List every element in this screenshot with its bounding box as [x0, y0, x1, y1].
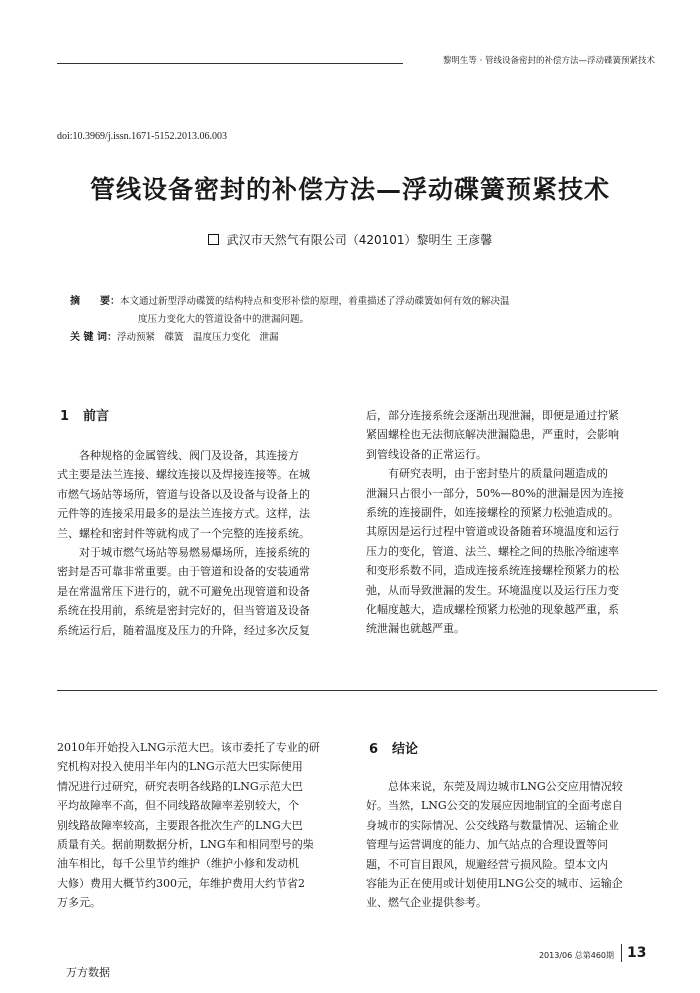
article-separator: [57, 690, 657, 691]
text-line: 平均故障率不高，但不同线路故障率差别较大，个: [57, 799, 299, 813]
text-line: 是在常温常压下进行的，就不可避免出现管道和设备: [57, 584, 310, 598]
text-line: 对于城市燃气场站等易燃易爆场所，连接系统的: [79, 546, 310, 560]
text-line: 式主要是法兰连接、螺纹连接以及焊接连接等。在城: [57, 468, 310, 482]
keywords: 浮动预紧 碟簧 温度压力变化 泄漏: [116, 332, 279, 343]
header-rule: [57, 63, 403, 64]
text-line: 兰、螺栓和密封件等就构成了一个完整的连接系统。: [57, 526, 310, 540]
text-line: 情况进行过研究，研究表明各线路的LNG示范大巴: [57, 779, 303, 793]
author-line: [0, 231, 700, 248]
text-line: 系统运行后，随着温度及压力的升降，经过多次反复: [57, 623, 310, 637]
watermark: 万方数据: [66, 966, 110, 979]
abstract-line-2: 度压力变化大的管道设备中的泄漏问题。: [138, 314, 310, 325]
text-line: 紧固螺栓也无法彻底解决泄漏隐患，严重时，会影响: [366, 428, 619, 442]
text-line: 2010年开始投入LNG示范大巴。该市委托了专业的研: [57, 741, 320, 754]
section-6-number: 6: [369, 742, 379, 757]
abstract-line-1: 本文通过新型浮动碟簧的结构特点和变形补偿的原理，着重描述了浮动碟簧如何有效的解决温: [120, 296, 510, 307]
text-line: 管理与运营调度的能力、加气站点的合理设置等问: [366, 838, 608, 852]
section-6-title: 结论: [392, 742, 419, 757]
text-line: 业、燃气企业提供参考。: [366, 896, 487, 910]
text-line: 各种规格的金属管线、阀门及设备，其连接方: [79, 449, 299, 462]
text-line: 系统的连接副件，如连接螺栓的预紧力松弛造成的。: [366, 506, 619, 520]
footer-divider: [621, 944, 622, 962]
text-line: 质量有关。据前期数据分析，LNG车和相同型号的柴: [57, 838, 314, 852]
text-line: 其原因是运行过程中管道或设备随着环境温度和运行: [366, 525, 619, 539]
text-line: 容能为正在使用或计划使用LNG公交的城市、运输企: [366, 877, 623, 891]
text-line: 市燃气场站等场所，管道与设备以及设备与设备上的: [57, 487, 310, 501]
abstract-label: 摘 要：: [70, 296, 120, 307]
section-1-heading: [60, 405, 109, 424]
text-line: 元件等的连接采用最多的是法兰连接方式。这样，法: [57, 507, 310, 521]
text-line: 万多元。: [57, 896, 101, 910]
section-1-left-column: [57, 446, 349, 640]
section-1-number: 1: [60, 409, 70, 424]
text-line: 后，部分连接系统会逐渐出现泄漏，即便是通过拧紧: [366, 409, 619, 422]
text-line: 弛，从而导致泄漏的发生。环境温度以及运行压力变: [366, 583, 619, 597]
text-line: 密封是否可靠非常重要。由于管道和设备的安装通常: [57, 565, 310, 579]
bottom-left-column: [57, 738, 349, 913]
text-line: 泄漏只占很小一部分，50%—80%的泄漏是因为连接: [366, 486, 624, 500]
text-line: 系统在投用前，系统是密封完好的，但当管道及设备: [57, 604, 310, 618]
issue-info: 2013/06 总第460期: [538, 951, 614, 960]
text-line: 身城市的实际情况、公交线路与数量情况、运输企业: [366, 818, 619, 832]
page-number: 13: [627, 945, 647, 961]
text-line: 油车相比，每千公里节约维护（维护小修和发动机: [57, 857, 299, 871]
text-line: 有研究表明，由于密封垫片的质量问题造成的: [388, 467, 608, 481]
bottom-right-column: [366, 777, 658, 913]
author-text: 武汉市天然气有限公司（420101）黎明生 王彦馨: [226, 233, 493, 247]
text-line: 统泄漏也就越严重。: [366, 622, 465, 636]
keywords-label: 关 键 词：: [70, 332, 117, 343]
text-line: 和变形系数不同，造成连接系统连接螺栓预紧力的松: [366, 564, 619, 578]
doi: doi:10.3969/j.issn.1671-5152.2013.06.003: [57, 131, 228, 142]
text-line: 压力的变化，管道、法兰、螺栓之间的热胀冷缩速率: [366, 544, 619, 558]
text-line: 到管线设备的正常运行。: [366, 447, 487, 461]
text-line: 总体来说，东莞及周边城市LNG公交应用情况较: [388, 780, 623, 793]
article-title: 管线设备密封的补偿方法—浮动碟簧预紧技术: [89, 175, 610, 204]
text-line: 大修）费用大概节约300元，年维护费用大约节省2: [57, 876, 305, 890]
section-1-title: 前言: [83, 409, 110, 424]
section-1-right-column: [366, 406, 658, 639]
text-line: 别线路故障率较高，主要跟各批次生产的LNG大巴: [57, 818, 303, 832]
text-line: 题，不可盲目跟风，规避经营亏损风险。望本文内: [366, 857, 608, 871]
text-line: 究机构对投入使用半年内的LNG示范大巴实际使用: [57, 760, 303, 774]
text-line: 化幅度越大，造成螺栓预紧力松弛的现象越严重，系: [366, 603, 619, 617]
text-line: 好。当然，LNG公交的发展应因地制宜的全面考虑自: [366, 799, 623, 813]
running-head: 黎明生等 · 管线设备密封的补偿方法—浮动碟簧预紧技术: [442, 56, 655, 66]
abstract: [70, 293, 660, 347]
square-bullet-icon: [208, 234, 219, 245]
section-6-heading: [369, 738, 418, 757]
